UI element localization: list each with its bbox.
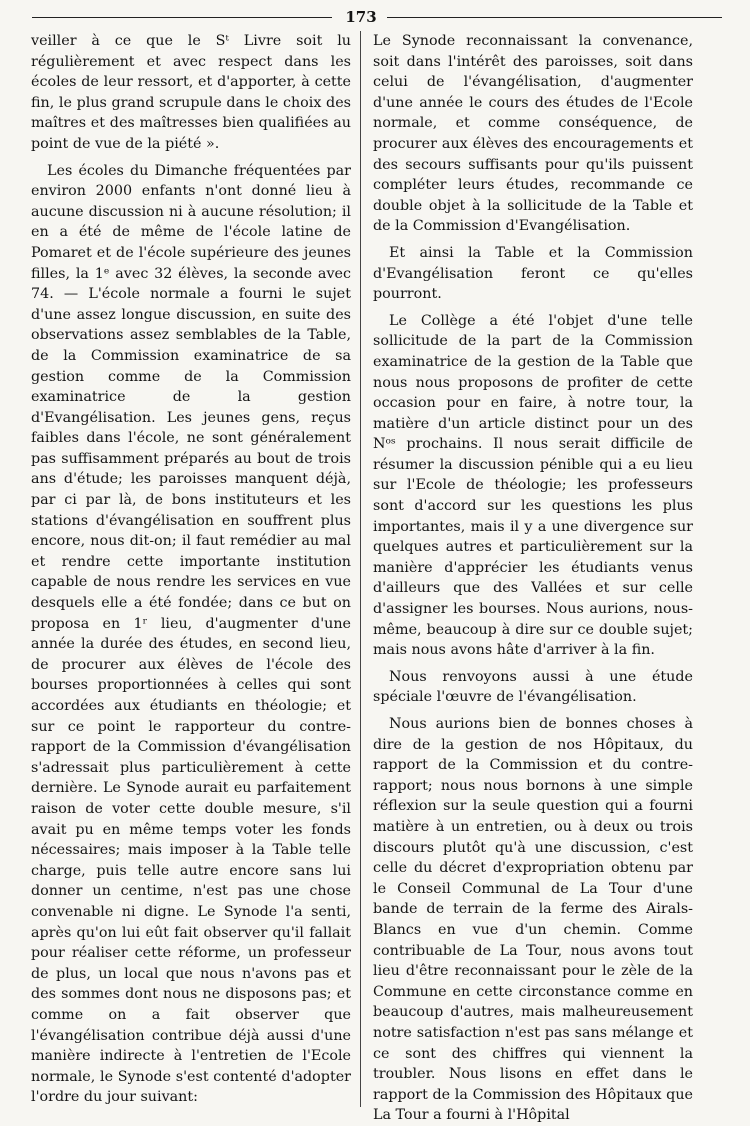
header-rule-right	[387, 17, 722, 18]
column-divider	[360, 31, 361, 1107]
paragraph: Nous renvoyons aussi à une étude spéciale l'œuvre de l'évangélisation.	[373, 668, 693, 706]
paragraph: Les écoles du Dimanche fréquentées par environ 2000 enfants n'ont donné lieu à aucune discussion ni à aucune résolution; il en a été de même de l'école latine de Pomaret et de l'école supérieure des jeunes filles, la 1ᵉ avec 32 élèves, la seconde avec 74. — L'école normale a fourni le sujet d'une assez longue discussion, en suite des observations assez semblables de la Table, de la Commission examinatrice de sa gestion comme de la Commission examinatrice de la gestion d'Evangélisation. Les jeunes gens, reçus faibles dans l'école, ne sont généralement pas suffisamment préparés au bout de trois ans d'étude; les paroisses manquent déjà, par ci par là, de bons instituteurs et les stations d'évangélisation en souffrent plus encore, nous dit-on; il faut remédier au mal et rendre cette importante institution capable de nous rendre les services en vue desquels elle a été fondée; dans ce but on proposa en 1ʳ lieu, d'augmenter d'une année la durée des études, en second lieu, de procurer aux élèves de l'école des bourses proportionnées à celles qui sont accordées aux étudiants en théologie; et sur ce point le rapporteur du contre-rapport de la Commission d'évangélisation s'adressait plus particulièrement à cette dernière. Le Synode aurait eu parfaitement raison de voter cette double mesure, s'il avait pu en même temps voter les fonds nécessaires; mais imposer à la Table telle charge, puis telle autre encore sans lui donner un centime, n'est pas une chose convenable ni digne. Le Synode l'a senti, après qu'on lui eût fait observer qu'il fallait pour réaliser cette réforme, un professeur de plus, un local que nous n'avons pas et des sommes dont nous ne disposons pas; et comme on a fait observer que l'évangélisation contribue déjà aussi d'une manière indirecte à l'entretien de l'Ecole normale, le Synode s'est contenté d'adopter l'ordre du jour suivant:	[31, 162, 351, 1106]
paragraph: Le Collège a été l'objet d'une telle sollicitude de la part de la Commission examinatrice de la gestion de la Table que nous nous proposons de profiter de cette occasion pour en faire, à notre tour, la matière d'un article distinct pour un des Nᵒˢ prochains. Il nous serait difficile de résumer la discussion pénible qui a eu lieu sur l'Ecole de théologie; les professeurs sont d'accord sur les questions les plus importantes, mais il y a une divergence sur quelques autres et particulièrement sur la manière d'apprécier les étudiants venus d'ailleurs que des Vallées et sur celle d'assigner les bourses. Nous aurions, nous-même, beaucoup à dire sur ce double sujet; mais nous avons hâte d'arriver à la fin.	[373, 312, 693, 659]
left-column	[31, 31, 351, 1109]
header-rule-left	[32, 17, 332, 18]
paragraph: veiller à ce que le Sᵗ Livre soit lu régulièrement et avec respect dans les écoles de leur ressort, et d'apporter, à cette fin, le plus grand scrupule dans le choix des maîtres et des maîtresses bien qualifiées au point de vue de la piété ».	[31, 33, 351, 152]
paragraph: Et ainsi la Table et la Commission d'Evangélisation feront ce qu'elles pourront.	[373, 244, 693, 303]
paragraph: Le Synode reconnaissant la convenance, soit dans l'intérêt des paroisses, soit dans celui de l'évangélisation, d'augmenter d'une année le cours des études de l'Ecole normale, et comme conséquence, de procurer aux élèves des encouragements et des secours suffisants pour qu'ils puissent compléter leurs études, recommande ce double objet à la sollicitude de la Table et de la Commission d'Evangélisation.	[373, 33, 693, 235]
paragraph: Nous aurions bien de bonnes choses à dire de la gestion de nos Hôpitaux, du rapport de la Commission et du contre-rapport; nous nous bornons à une simple réflexion sur la seule question qui a fourni matière à un entretien, ou à deux ou trois discours plutôt qu'à une discussion, c'est celle du décret d'expropriation obtenu par le Conseil Communal de La Tour d'une bande de terrain de la ferme des Airals-Blancs en vue d'un chemin. Comme contribuable de La Tour, nous avons tout lieu d'être reconnaissant pour le zèle de la Commune en cette circonstance comme en beaucoup d'autres, mais malheureusement notre satisfaction n'est pas sans mélange et ce sont des chiffres qui viennent la troubler. Nous lisons en effet dans le rapport de la Commission des Hôpitaux que La Tour a fourni à l'Hôpital	[373, 716, 693, 1124]
page-header	[32, 6, 722, 28]
page-number: 173	[345, 8, 377, 26]
right-column	[373, 31, 693, 1124]
